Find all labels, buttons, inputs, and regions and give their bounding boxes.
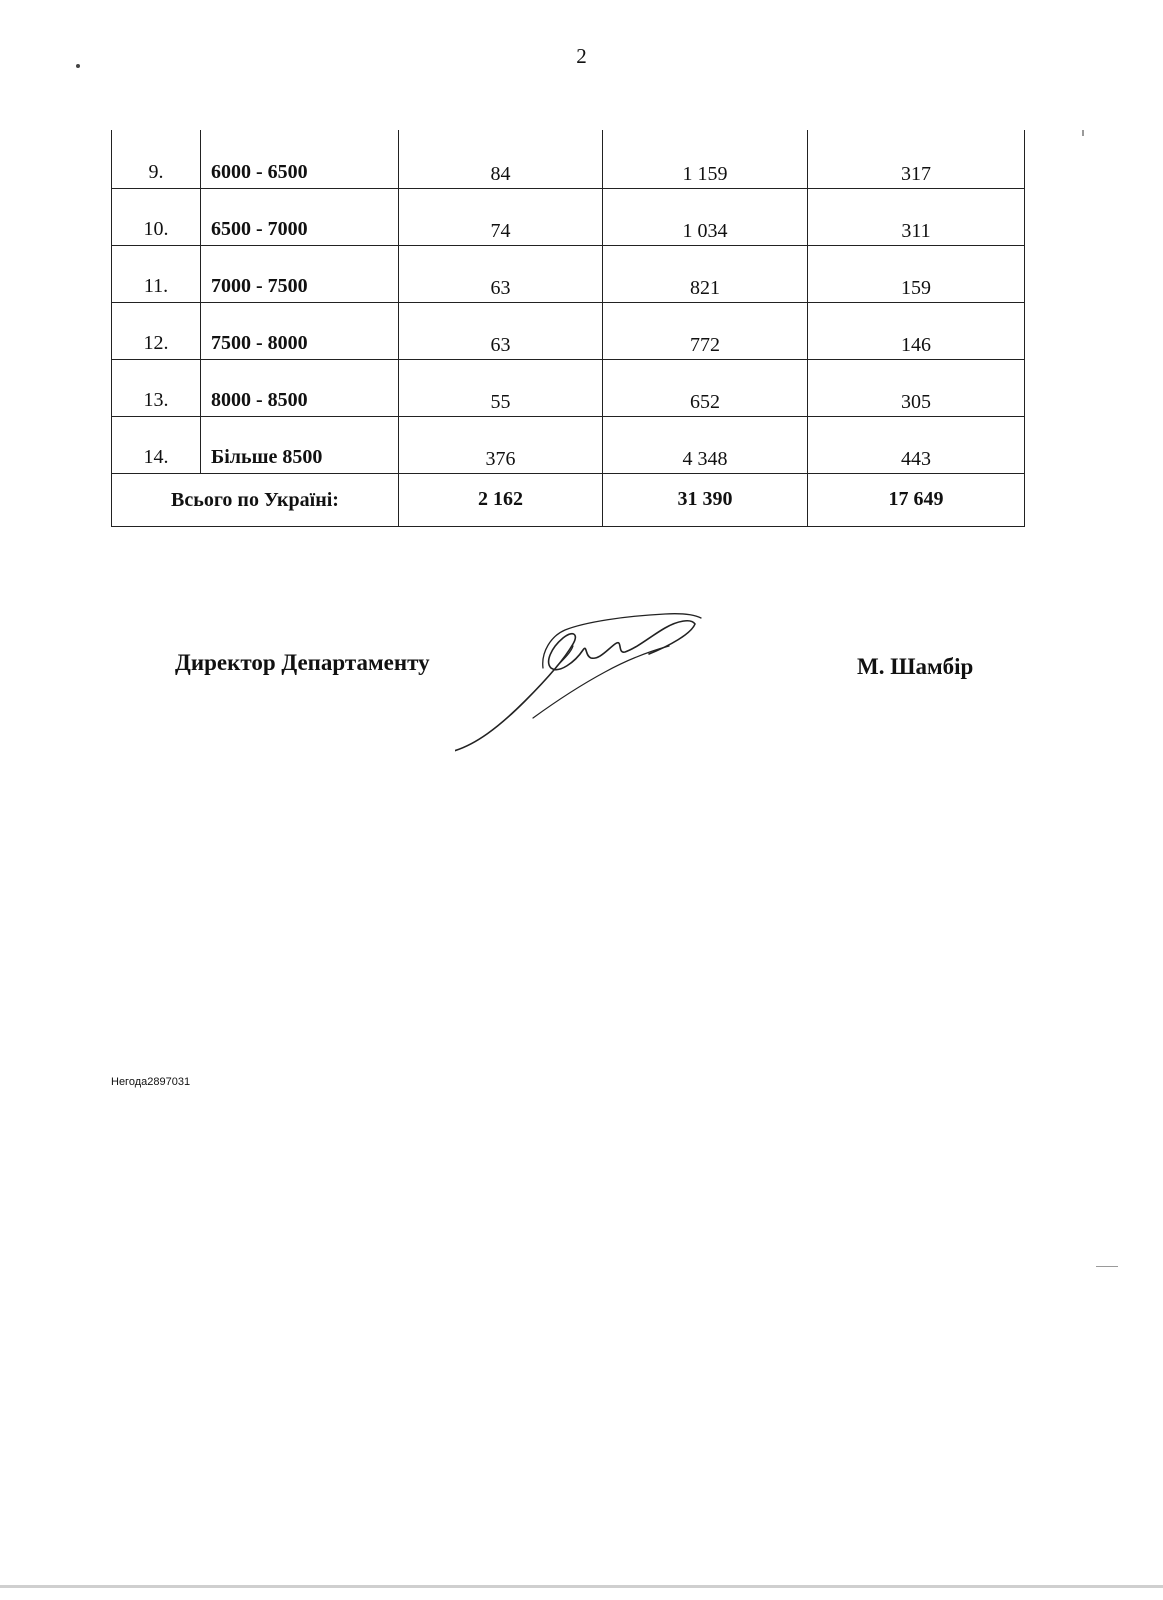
signatory-name: М. Шамбір (857, 654, 974, 679)
row-number: 10. (112, 189, 201, 246)
total-label: Всього по Україні: (112, 474, 399, 527)
row-value-a: 55 (399, 360, 603, 417)
row-number: 11. (112, 246, 201, 303)
row-number: 13. (112, 360, 201, 417)
row-value-a: 63 (399, 246, 603, 303)
row-range: 6000 - 6500 (201, 130, 399, 189)
table-row (112, 360, 1025, 417)
row-value-a: 63 (399, 303, 603, 360)
row-value-c: 443 (808, 417, 1025, 474)
row-value-b: 4 348 (603, 417, 808, 474)
table-row (112, 189, 1025, 246)
row-value-c: 317 (808, 130, 1025, 189)
table-row (112, 303, 1025, 360)
data-table (111, 130, 1025, 527)
total-value-c: 17 649 (808, 474, 1025, 527)
total-value-a: 2 162 (399, 474, 603, 527)
row-range: 7000 - 7500 (201, 246, 399, 303)
row-value-b: 652 (603, 360, 808, 417)
row-value-b: 821 (603, 246, 808, 303)
row-value-c: 159 (808, 246, 1025, 303)
scan-edge-mark (0, 1585, 1163, 1588)
total-value-b: 31 390 (603, 474, 808, 527)
row-range: 7500 - 8000 (201, 303, 399, 360)
row-value-b: 772 (603, 303, 808, 360)
scan-speck (76, 64, 80, 68)
row-value-a: 84 (399, 130, 603, 189)
row-range: 6500 - 7000 (201, 189, 399, 246)
scan-edge-mark (1082, 130, 1084, 136)
row-range: Більше 8500 (201, 417, 399, 474)
row-value-b: 1 034 (603, 189, 808, 246)
row-value-a: 376 (399, 417, 603, 474)
row-range: 8000 - 8500 (201, 360, 399, 417)
row-number: 14. (112, 417, 201, 474)
total-row (112, 474, 1025, 527)
scan-edge-mark (1096, 1266, 1118, 1267)
row-number: 12. (112, 303, 201, 360)
table-row (112, 417, 1025, 474)
row-number: 9. (112, 130, 201, 189)
table-row (112, 246, 1025, 303)
handwritten-signature (455, 606, 715, 756)
row-value-c: 305 (808, 360, 1025, 417)
row-value-c: 311 (808, 189, 1025, 246)
row-value-a: 74 (399, 189, 603, 246)
page-number: 2 (576, 44, 587, 68)
table-row (112, 130, 1025, 189)
row-value-b: 1 159 (603, 130, 808, 189)
document-code: Негода2897031 (111, 1076, 191, 1088)
signatory-title: Директор Департаменту (175, 650, 430, 675)
row-value-c: 146 (808, 303, 1025, 360)
statistics-table (111, 130, 1021, 527)
